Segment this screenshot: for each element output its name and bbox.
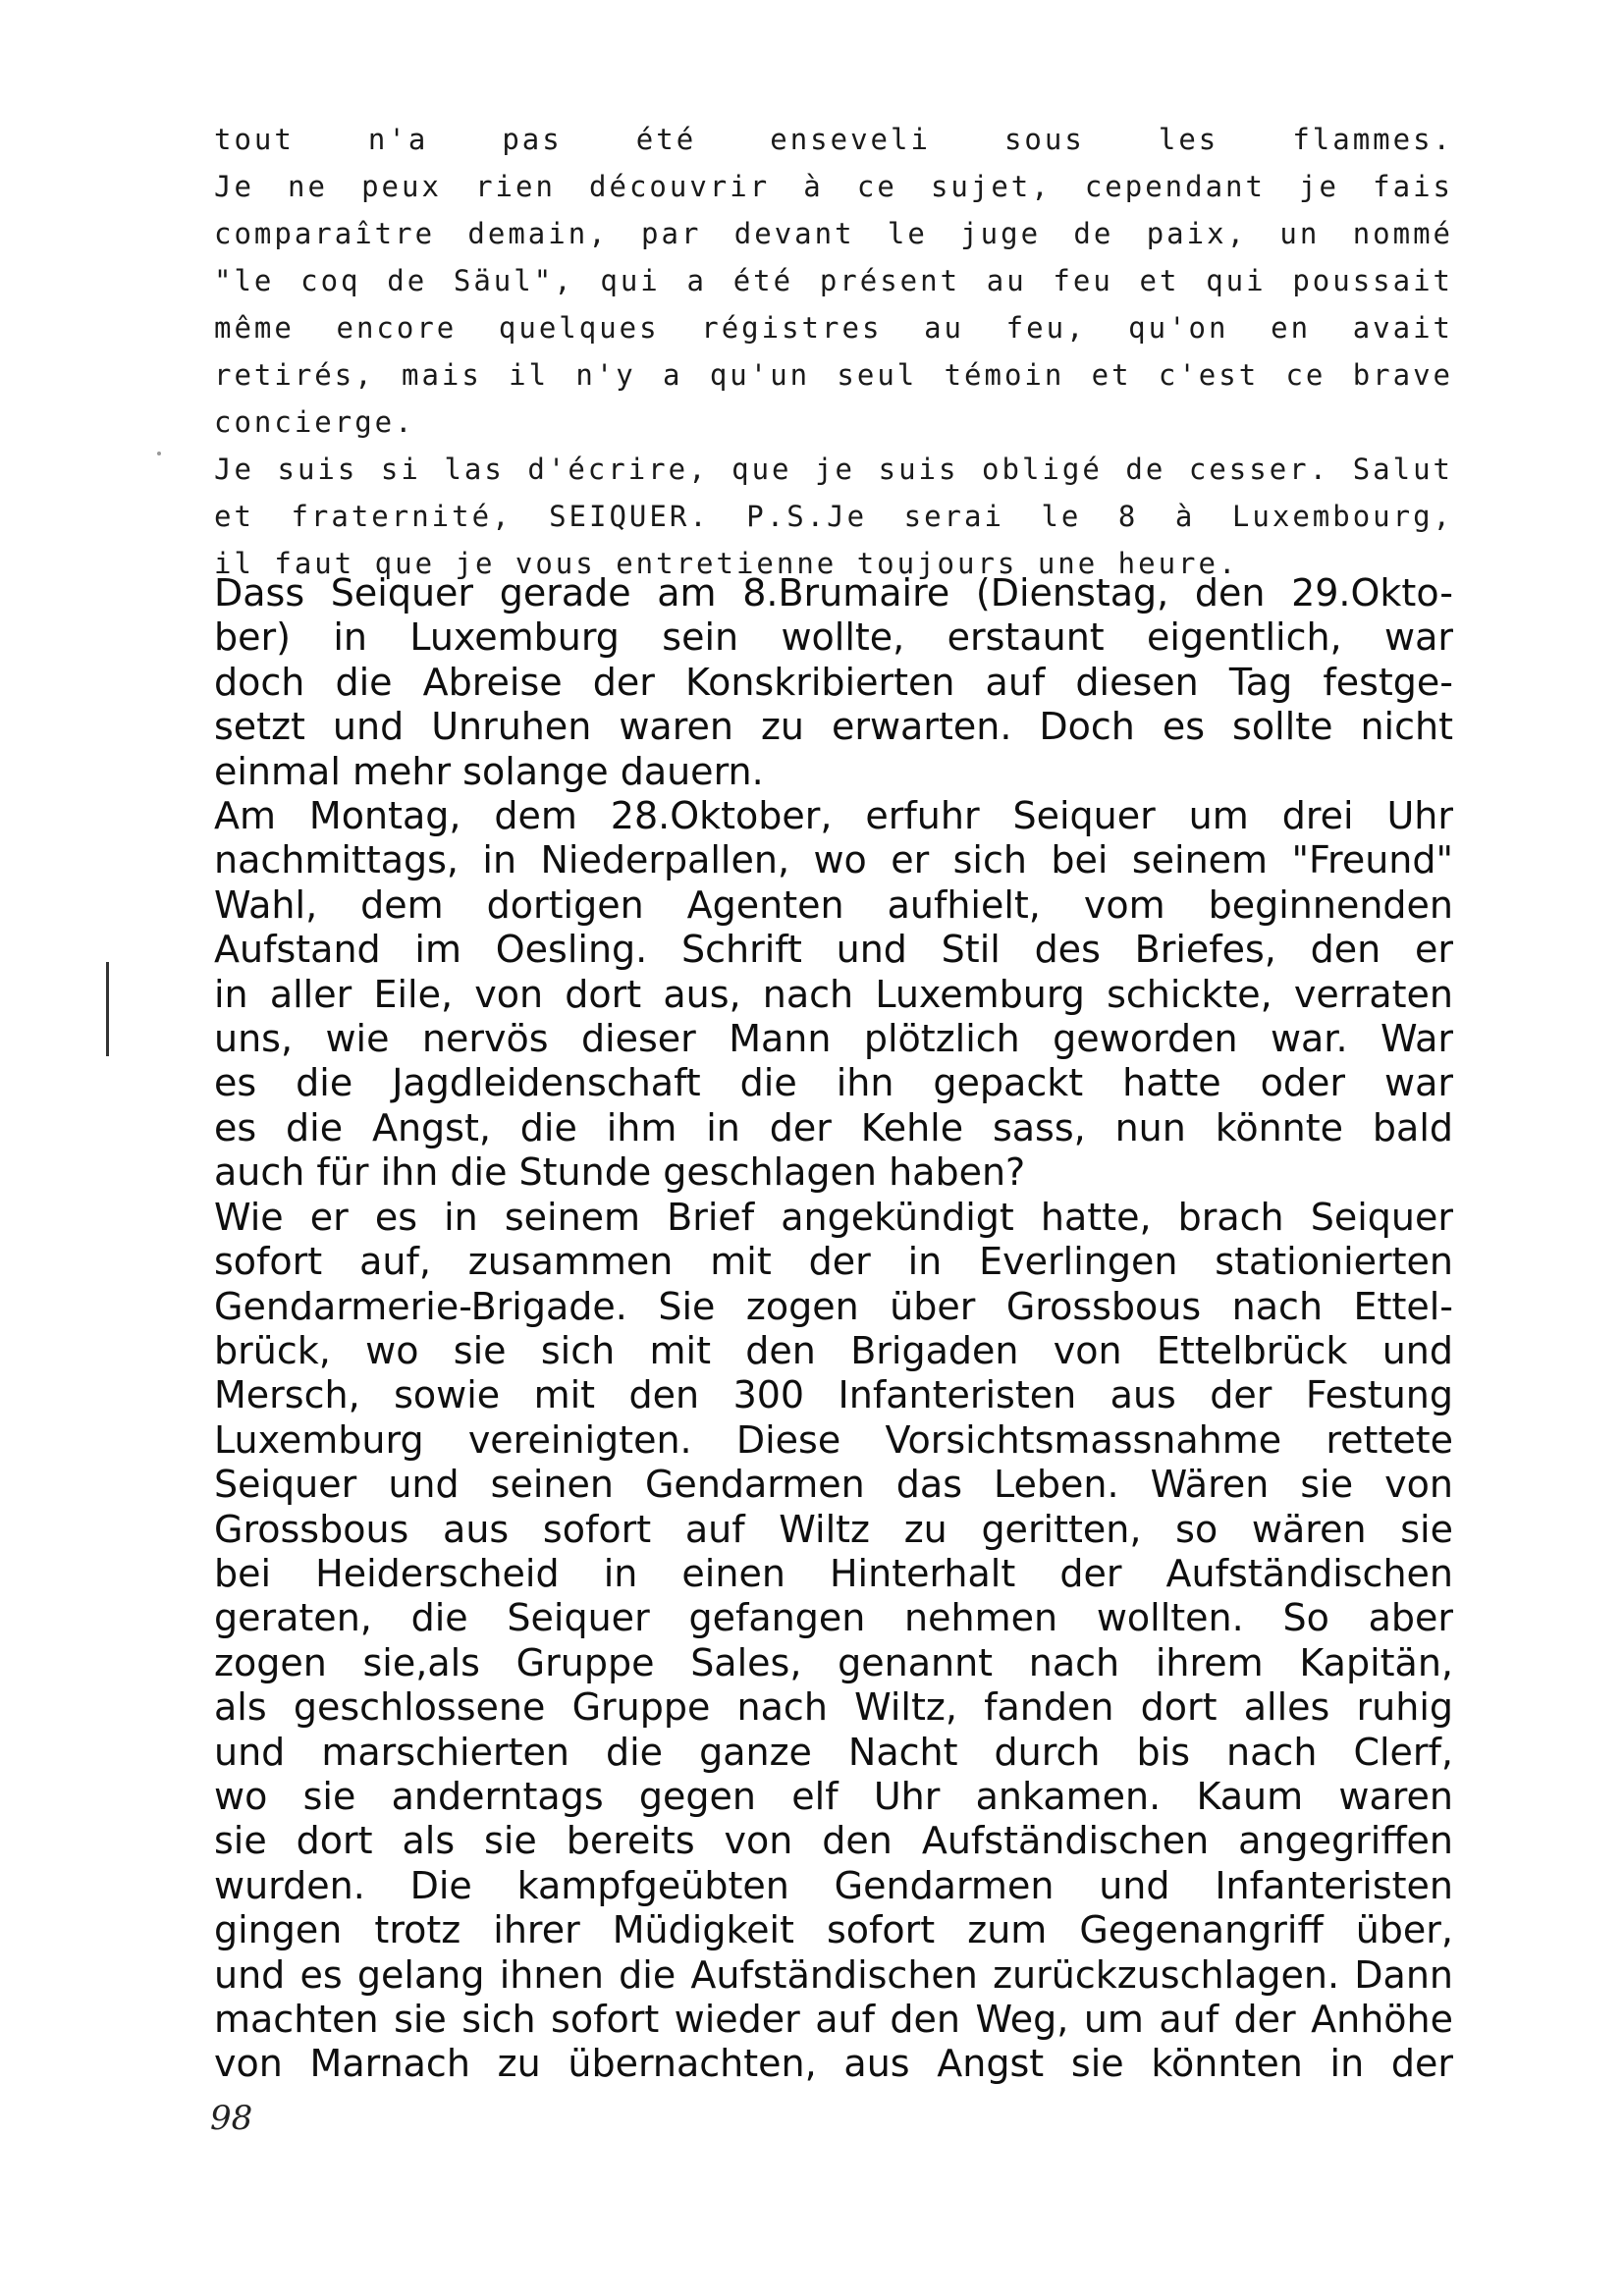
body-line: uns, wie nervös dieser Mann plötzlich geworden war. War [214, 1017, 1453, 1061]
body-line: sie dort als sie bereits von den Aufständischen angegriffen [214, 1819, 1453, 1863]
body-line: und marschierten die ganze Nacht durch bis nach Clerf, [214, 1730, 1453, 1774]
body-line: Wie er es in seinem Brief angekündigt hatte, brach Seiquer [214, 1195, 1453, 1239]
body-line: sofort auf, zusammen mit der in Everlingen stationierten [214, 1240, 1453, 1284]
quote-line: comparaître demain, par devant le juge de paix, un nommé [214, 217, 1453, 250]
body-text [214, 571, 1453, 2087]
body-line: Dass Seiquer gerade am 8.Brumaire (Dienstag, den 29.Okto- [214, 571, 1453, 614]
quote-line: Je suis si las d'écrire, que je suis obligé de cesser. Salut [214, 453, 1453, 486]
body-line: in aller Eile, von dort aus, nach Luxemburg schickte, verraten [214, 972, 1453, 1016]
quote-line: tout n'a pas été enseveli sous les flammes. [214, 123, 1453, 156]
body-line: ber) in Luxemburg sein wollte, erstaunt eigentlich, war [214, 615, 1453, 660]
quote-line: Je ne peux rien découvrir à ce sujet, cependant je fais [214, 170, 1453, 203]
body-line: Am Montag, dem 28.Oktober, erfuhr Seiquer um drei Uhr [214, 794, 1453, 838]
body-line: Wahl, dem dortigen Agenten aufhielt, vom beginnenden [214, 882, 1453, 927]
body-line: auch für ihn die Stunde geschlagen haben? [214, 1150, 1026, 1195]
page-number: 98 [210, 2099, 253, 2138]
body-line: brück, wo sie sich mit den Brigaden von Ettelbrück und [214, 1328, 1453, 1372]
quoted-letter [214, 116, 1453, 587]
scan-speck [157, 452, 161, 455]
body-line: bei Heiderscheid in einen Hinterhalt der Aufständischen [214, 1551, 1453, 1595]
body-line: wo sie anderntags gegen elf Uhr ankamen. Kaum waren [214, 1774, 1453, 1818]
body-line: nachmittags, in Niederpallen, wo er sich bei seinem "Freund" [214, 838, 1453, 882]
body-line: geraten, die Seiquer gefangen nehmen wollten. So aber [214, 1596, 1453, 1640]
body-line: es die Jagdleidenschaft die ihn gepackt hatte oder war [214, 1061, 1453, 1105]
body-line: Grossbous aus sofort auf Wiltz zu geritten, so wären sie [214, 1507, 1453, 1551]
body-line: und es gelang ihnen die Aufständischen zurückzuschlagen. Dann [214, 1952, 1453, 1997]
quote-line: concierge. [214, 405, 415, 439]
body-line: einmal mehr solange dauern. [214, 749, 764, 793]
body-line: Gendarmerie-Brigade. Sie zogen über Grossbous nach Ettel- [214, 1284, 1453, 1328]
body-line: es die Angst, die ihm in der Kehle sass, nun könnte bald [214, 1105, 1453, 1149]
body-line: gingen trotz ihrer Müdigkeit sofort zum Gegenangriff über, [214, 1908, 1453, 1952]
body-line: machten sie sich sofort wieder auf den Weg, um auf der Anhöhe [214, 1998, 1453, 2041]
margin-mark [106, 962, 109, 1056]
body-line: setzt und Unruhen waren zu erwarten. Doch es sollte nicht [214, 705, 1453, 749]
quote-line: "le coq de Säul", qui a été présent au feu et qui poussait [214, 264, 1453, 297]
body-line: Luxemburg vereinigten. Diese Vorsichtsmassnahme rettete [214, 1417, 1453, 1462]
body-line: Mersch, sowie mit den 300 Infanteristen aus der Festung [214, 1373, 1453, 1417]
quote-line: il faut que je vous entretienne toujours une heure. [214, 547, 1239, 580]
body-line: Seiquer und seinen Gendarmen das Leben. Wären sie von [214, 1463, 1453, 1507]
body-line: als geschlossene Gruppe nach Wiltz, fanden dort alles ruhig [214, 1685, 1453, 1730]
quote-line: retirés, mais il n'y a qu'un seul témoin et c'est ce brave [214, 358, 1453, 392]
quote-line: et fraternité, SEIQUER. P.S.Je serai le 8 à Luxembourg, [214, 500, 1453, 533]
body-line: doch die Abreise der Konskribierten auf diesen Tag festge- [214, 660, 1453, 704]
body-line: Aufstand im Oesling. Schrift und Stil des Briefes, den er [214, 928, 1453, 972]
quote-line: même encore quelques régistres au feu, qu'on en avait [214, 311, 1453, 345]
body-line: zogen sie,als Gruppe Sales, genannt nach ihrem Kapitän, [214, 1640, 1453, 1684]
body-line: von Marnach zu übernachten, aus Angst sie könnten in der [214, 2042, 1453, 2086]
body-line: wurden. Die kampfgeübten Gendarmen und Infanteristen [214, 1863, 1453, 1907]
